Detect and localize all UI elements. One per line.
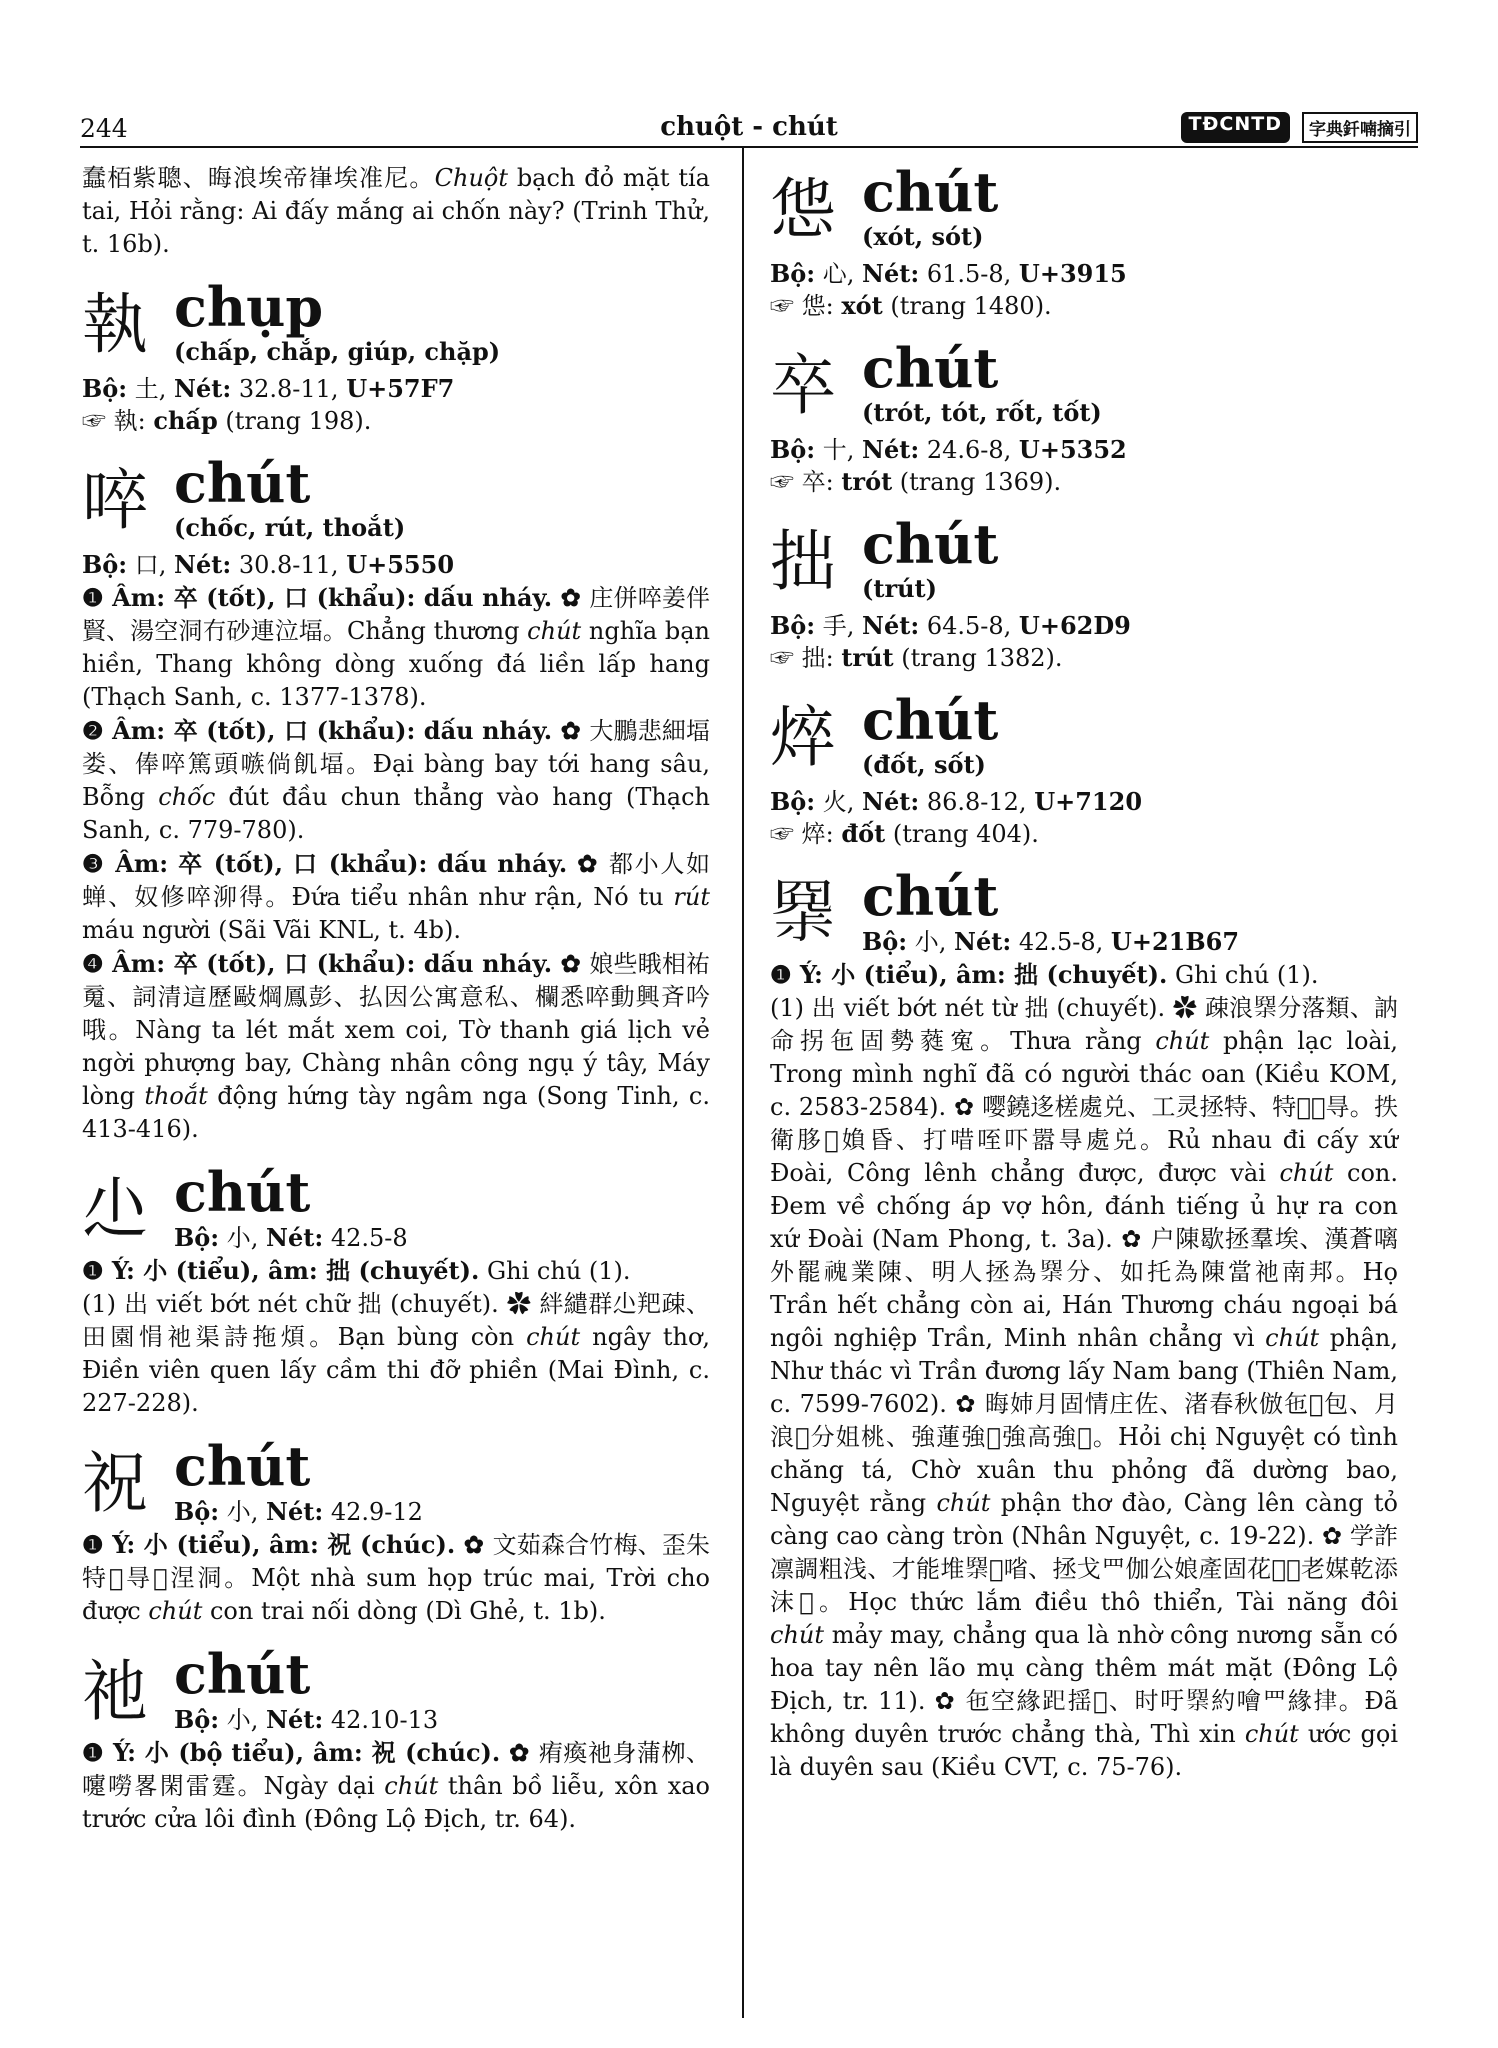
entry-chut-xot bbox=[770, 162, 1398, 322]
radical-info: Bộ: 土, Nét: 32.8-11, U+57F7 bbox=[82, 374, 455, 403]
radical-info: Bộ: 口, Nét: 30.8-11, U+5550 bbox=[82, 550, 455, 579]
entry-head bbox=[770, 866, 1398, 958]
cross-reference: ☞ 卒: trót (trang 1369). bbox=[770, 467, 1062, 496]
entry-head bbox=[82, 1644, 710, 1736]
entry-head bbox=[770, 162, 1398, 258]
entry-chut-dot bbox=[770, 690, 1398, 850]
tdcntd-logo: TĐCNTD bbox=[1181, 112, 1290, 143]
headword: chút bbox=[174, 1642, 311, 1706]
cross-reference: ☞ 拙: trút (trang 1382). bbox=[770, 643, 1063, 672]
left-column bbox=[82, 162, 710, 1836]
variants: (chấp, chắp, giúp, chặp) bbox=[174, 337, 501, 366]
han-glyph: 啐 bbox=[82, 462, 148, 539]
entry-head bbox=[770, 690, 1398, 786]
page-number: 244 bbox=[80, 114, 128, 143]
page-header bbox=[80, 110, 1418, 146]
entry-chut-trot bbox=[770, 338, 1398, 498]
cross-reference: ☞ 執: chấp (trang 198). bbox=[82, 406, 372, 435]
headword: chút bbox=[174, 1160, 311, 1224]
entry-head bbox=[82, 277, 710, 373]
entry-head bbox=[770, 338, 1398, 434]
variants: (chốc, rút, thoắt) bbox=[174, 513, 406, 542]
radical-info: Bộ: 小, Nét: 42.5-8, U+21B67 bbox=[862, 927, 1240, 956]
radical-info: Bộ: 十, Nét: 24.6-8, U+5352 bbox=[770, 435, 1127, 464]
column-divider bbox=[742, 148, 744, 2018]
sense-1: ❶ Ý: 小 (bộ tiểu), âm: 祝 (chúc). ✿ 痏瘓祂身蒲栁、嚔嘮畧閑雷霆。Ngày dại chút thân bồ liễu, xôn xao trước cửa lôi đình (Đông Lộ Địch, tr. 64). bbox=[82, 1738, 711, 1833]
radical-info: Bộ: 小, Nét: 42.9-12 bbox=[174, 1497, 423, 1526]
logo-group bbox=[1181, 112, 1418, 143]
radical-info: Bộ: 手, Nét: 64.5-8, U+62D9 bbox=[770, 611, 1131, 640]
headword: chút bbox=[862, 864, 999, 928]
sense-1: ❶ Ý: 小 (tiểu), âm: 拙 (chuyết). Ghi chú (1). bbox=[82, 1256, 631, 1285]
entry-chut-main bbox=[770, 866, 1398, 1784]
entry-chup bbox=[82, 277, 710, 437]
han-glyph: 拙 bbox=[770, 523, 836, 600]
cross-reference: ☞ 焠: đốt (trang 404). bbox=[770, 819, 1039, 848]
entry-head bbox=[82, 453, 710, 549]
running-title: chuột - chút bbox=[660, 112, 838, 142]
headword: chút bbox=[174, 1434, 311, 1498]
sense-3: ❸ Âm: 卒 (tốt), 口 (khẩu): dấu nháy. ✿ 都小人如蝉、奴修啐泖得。Đứa tiểu nhân như rận, Nó tu rút máu người (Sãi Vãi KNL, t. 4b). bbox=[82, 849, 711, 944]
han-glyph: 執 bbox=[82, 286, 148, 363]
cross-reference: ☞ 怹: xót (trang 1480). bbox=[770, 291, 1052, 320]
headword: chụp bbox=[174, 275, 324, 339]
headword: chút bbox=[862, 336, 999, 400]
variants: (xót, sót) bbox=[862, 222, 984, 251]
header-rule bbox=[80, 146, 1418, 148]
headword: chút bbox=[174, 451, 311, 515]
entry-head bbox=[82, 1436, 710, 1528]
right-column bbox=[770, 162, 1398, 1784]
variants: (trút) bbox=[862, 574, 937, 603]
han-glyph: 尐 bbox=[82, 1171, 148, 1248]
han-glyph: 𡮧 bbox=[770, 875, 836, 952]
entry-head bbox=[82, 1162, 710, 1254]
entry-chut-trut bbox=[770, 514, 1398, 674]
headword: chút bbox=[862, 512, 999, 576]
han-glyph: 祂 bbox=[82, 1653, 148, 1730]
radical-info: Bộ: 火, Nét: 86.8-12, U+7120 bbox=[770, 787, 1143, 816]
radical-info: Bộ: 心, Nét: 61.5-8, U+3915 bbox=[770, 259, 1127, 288]
sense-1: ❶ Ý: 小 (tiểu), âm: 祝 (chúc). ✿ 文茹森合竹梅、歪朱特𡮣㝵𡥵涅洞。Một nhà sum họp trúc mai, Trời cho được chút con trai nối dòng (Dì Ghẻ, t. 1b). bbox=[82, 1530, 710, 1625]
han-glyph: 焠 bbox=[770, 699, 836, 776]
variants: (trót, tót, rốt, tốt) bbox=[862, 398, 1102, 427]
sense-2: ❷ Âm: 卒 (tốt), 口 (khẩu): dấu nháy. ✿ 大鵬悲細堛娄、俸啐篤頭嗾倘飢堛。Đại bàng bay tới hang sâu, Bỗng chốc đút đầu chun thẳng vào hang (Thạch Sanh, c. 779-780). bbox=[82, 716, 711, 844]
sense-1: ❶ Âm: 卒 (tốt), 口 (khẩu): dấu nháy. ✿ 庄併啐姜伴賢、湯空洞冇砂連泣堛。Chẳng thương chút nghĩa bạn hiền, Thang không dòng xuống đá liền lấp hang (Thạch Sanh, c. 1377-1378). bbox=[82, 583, 711, 711]
sense-4: ❹ Âm: 卒 (tốt), 口 (khẩu): dấu nháy. ✿ 娘些睋相祐䰟、詞清這歷敺焵鳳彭、払因公寓意私、欄悉啐動興斉吟哦。Nàng ta lét mắt xem coi, Tờ thanh giá lịch vẻ ngời phượng bay, Chàng nhân công ngụ ý tây, Máy lòng thoắt động hứng tày ngâm nga (Song Tinh, c. 413-416). bbox=[82, 949, 711, 1143]
entry-chut-2 bbox=[82, 1162, 710, 1420]
radical-info: Bộ: 小, Nét: 42.10-13 bbox=[174, 1705, 439, 1734]
han-glyph: 祝 bbox=[82, 1445, 148, 1522]
radical-info: Bộ: 小, Nét: 42.5-8 bbox=[174, 1223, 408, 1252]
entry-head bbox=[770, 514, 1398, 610]
entry-chut-3 bbox=[82, 1436, 710, 1628]
han-glyph: 怹 bbox=[770, 171, 836, 248]
note-1: (1) 出 viết bớt nét chữ 拙 (chuyết). ✿ 絆繾群尐羓疎、田園悁祂渠詩拖煩。Bạn bùng còn chút ngây thơ, Điền viên quen lấy cầm thi đỡ phiền (Mai Đình, c. 227-228). bbox=[82, 1290, 711, 1417]
sense-1: ❶ Ý: 小 (tiểu), âm: 拙 (chuyết). Ghi chú (1). bbox=[770, 960, 1319, 989]
intro-paragraph: 蠢栢紫聰、晦浪埃帝嵂埃准尼。Chuột bạch đỏ mặt tía tai, Hỏi rằng: Ai đấy mắng ai chốn này? (Trinh Thử, t. 16b). bbox=[82, 164, 710, 258]
han-glyph: 卒 bbox=[770, 347, 836, 424]
headword: chút bbox=[862, 688, 999, 752]
entry-chut-4 bbox=[82, 1644, 710, 1836]
dictionary-logo: 字典釺喃摘引 bbox=[1302, 112, 1418, 143]
entry-chut-1 bbox=[82, 453, 710, 1146]
headword: chút bbox=[862, 160, 999, 224]
note-1: (1) 出 viết bớt nét từ 拙 (chuyết). ✿ 疎浪𡮧分落類、訥命拐㐌固勢蕤寃。Thưa rằng chút phận lạc loài, Trong mình nghĩ đã có người thác oan (Kiều KOM, c. 2583-2584). ✿ 嘤鐃迻槎處兑、工灵拯特、特𠃣𡮧㝵。抶衛䏧𢭂媍昏、打唶咥吓嚣㝵處兑。Rủ nhau đi cấy xứ Đoài, Công lênh chẳng được, được vài chút con. Đem về chống áp vợ hôn, đánh tiếng ủ hự ra con xứ Đoài (Nam Phong, t. 3a). ✿ 户陳歇拯羣埃、漢蒼𠻗外罷𩲡業陳、明人拯為𡮧分、如托為陳當祂南邦。Họ Trần hết chẳng còn ai, Hán Thương cháu ngoại bá ngôi nghiệp Trần, Minh nhân chẳng vì chút phận, Như thác vì Trần đương lấy Nam bang (Thiên Nam, c. 7599-7602). ✿ 晦姉月固情庄佐、渚春秋倣㐌𡢐包、月浪𡮧分姐桃、強蓮強𤍶強高強𡇸。Hỏi chị Nguyệt có tình chăng tá, Chờ xuân thu phỏng đã dường bao, Nguyệt rằng chút phận thơ đào, Càng lên càng tỏ càng cao càng tròn (Nhân Nguyệt, c. 19-22). ✿ 学詐凛調粗浅、才能堆𡮧𢬦㗂、拯戈罒伽公娘產固花𢬣𢺺老媒乾添沫𩈘。Học thức lắm điều thô thiển, Tài năng đôi chút mảy may, chẳng qua là nhờ công nương sẵn có hoa tay nên lão mụ càng thêm mát mặt (Đông Lộ Địch, tr. 11). ✿ 㐌空緣𧿆揺𨓡、时吁𡮧約噲罒緣𢫫。Đã không duyên trước chẳng thà, Thì xin chút ước gọi là duyên sau (Kiều CVT, c. 75-76). bbox=[770, 994, 1399, 1781]
variants: (đốt, sốt) bbox=[862, 750, 986, 779]
